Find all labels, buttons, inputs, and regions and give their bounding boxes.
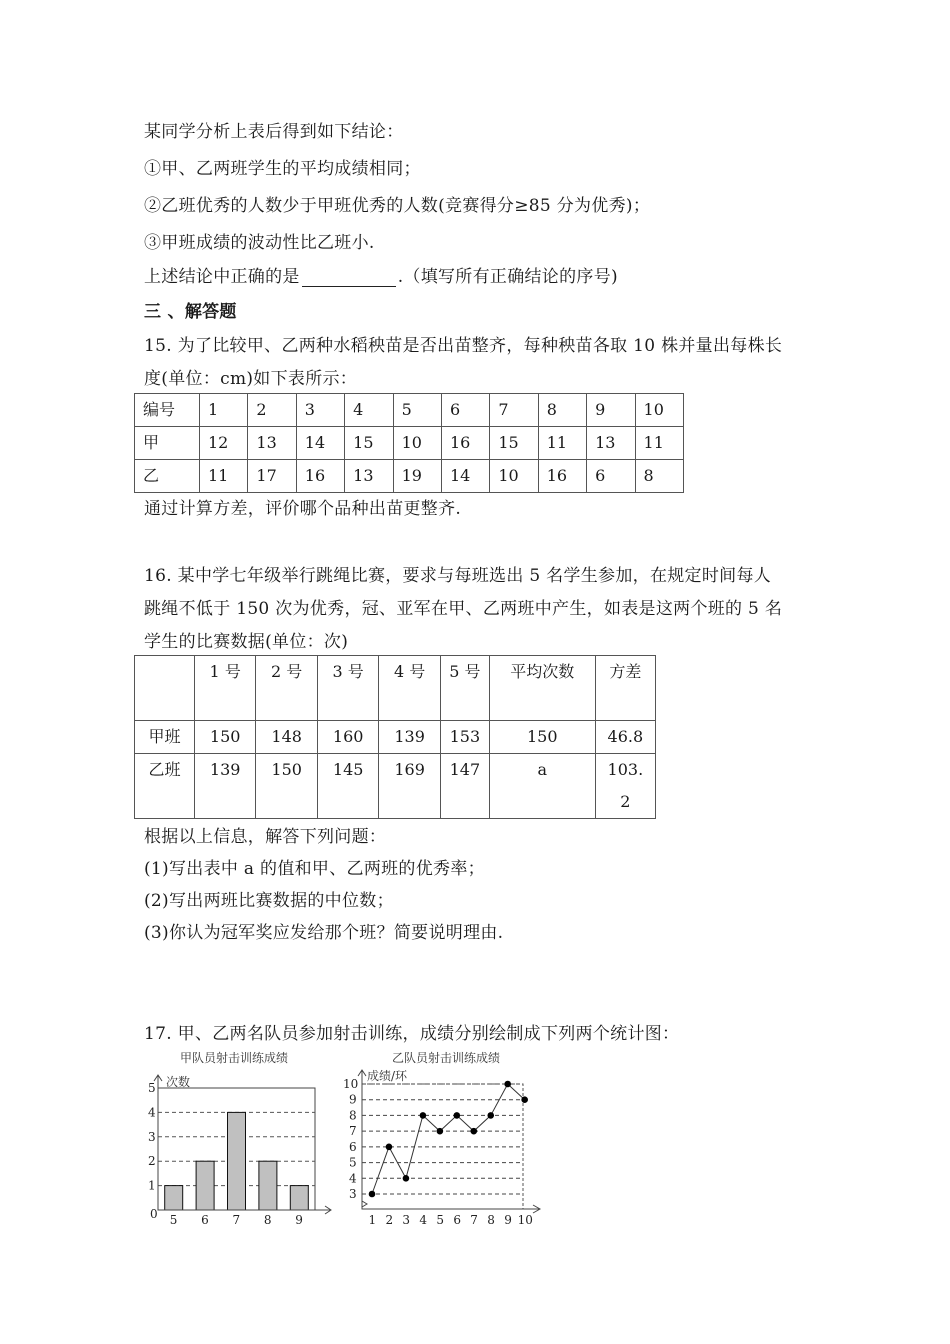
x-tick-label: 6	[453, 1213, 461, 1227]
table-row	[135, 754, 656, 819]
y-tick-label: 9	[349, 1092, 357, 1107]
x-tick-label: 6	[201, 1213, 209, 1227]
y-tick-label: 4	[148, 1105, 156, 1120]
table-row	[135, 460, 684, 493]
x-tick-label: 9	[504, 1213, 512, 1227]
table-cell: 103.2	[595, 754, 655, 819]
y-tick-label: 7	[349, 1124, 357, 1139]
table-cell: a	[489, 754, 595, 819]
q16-question-3: (3)你认为冠军奖应发给那个班？简要说明理由.	[144, 923, 504, 943]
bar	[196, 1161, 214, 1210]
table-cell: 17	[248, 460, 296, 493]
table-cell: 10	[393, 427, 441, 460]
x-tick-label: 1	[368, 1213, 377, 1227]
x-tick-label: 2	[385, 1213, 394, 1227]
y-axis-label: 次数	[166, 1075, 191, 1089]
table-cell: 13	[587, 427, 635, 460]
y-tick-label: 8	[349, 1108, 357, 1123]
y-axis-label: 成绩/环	[367, 1069, 408, 1083]
data-point	[487, 1112, 494, 1119]
table-cell: 10	[635, 394, 683, 427]
table-cell: 1 号	[194, 656, 255, 721]
y-tick-label: 2	[148, 1154, 156, 1169]
table-cell: 46.8	[595, 721, 655, 754]
q15-text-1: 15. 为了比较甲、乙两种水稻秧苗是否出苗整齐，每种秧苗各取 10 株并量出每株长	[144, 336, 783, 356]
table-cell: 160	[317, 721, 378, 754]
table-cell: 13	[345, 460, 393, 493]
q15-after: 通过计算方差，评价哪个品种出苗更整齐.	[144, 499, 462, 519]
table-cell: 16	[296, 460, 344, 493]
table-cell: 19	[393, 460, 441, 493]
bar-chart-jia	[140, 1045, 340, 1230]
y-tick-label: 10	[343, 1077, 359, 1091]
table-cell: 4 号	[379, 656, 440, 721]
y-tick-label: 0	[150, 1207, 158, 1221]
table-cell: 1	[200, 394, 248, 427]
x-tick-label: 7	[470, 1213, 478, 1227]
y-tick-label: 5	[148, 1081, 156, 1095]
table-cell: 148	[256, 721, 317, 754]
conclusion-intro: 某同学分析上表后得到如下结论：	[144, 122, 404, 142]
table-cell: 4	[345, 394, 393, 427]
table-row	[135, 427, 684, 460]
table-cell: 14	[441, 460, 489, 493]
series-line	[372, 1084, 525, 1194]
table-cell: 11	[635, 427, 683, 460]
data-point	[403, 1175, 410, 1182]
q17-text: 17. 甲、乙两名队员参加射击训练，成绩分别绘制成下列两个统计图：	[144, 1024, 680, 1044]
conclusion-1: ①甲、乙两班学生的平均成绩相同；	[144, 159, 421, 179]
table-cell: 15	[345, 427, 393, 460]
bar	[165, 1186, 183, 1210]
prompt-before: 上述结论中正确的是	[144, 267, 300, 287]
data-point	[420, 1112, 427, 1119]
table-cell: 5 号	[440, 656, 489, 721]
data-point	[504, 1081, 511, 1088]
table-cell: 平均次数	[489, 656, 595, 721]
q16-question-1: (1)写出表中 a 的值和甲、乙两班的优秀率；	[144, 859, 485, 879]
axis-break-icon	[362, 1201, 367, 1207]
x-tick-label: 10	[517, 1213, 533, 1227]
table-cell: 139	[379, 721, 440, 754]
table-cell: 13	[248, 427, 296, 460]
data-point	[437, 1128, 444, 1135]
table-cell: 16	[441, 427, 489, 460]
chart-title: 甲队员射击训练成绩	[180, 1051, 289, 1065]
y-tick-label: 3	[148, 1129, 156, 1144]
conclusion-3: ③甲班成绩的波动性比乙班小.	[144, 233, 375, 253]
table-cell: 6	[441, 394, 489, 427]
table-cell: 3 号	[317, 656, 378, 721]
y-tick-label: 3	[349, 1187, 357, 1201]
q16-table	[134, 655, 656, 819]
bar	[228, 1112, 246, 1210]
table-cell: 16	[538, 460, 586, 493]
table-cell: 甲	[135, 427, 200, 460]
y-tick-label: 6	[349, 1139, 357, 1154]
table-cell: 2	[248, 394, 296, 427]
table-row	[135, 721, 656, 754]
table-cell: 方差	[595, 656, 655, 721]
table-cell: 甲班	[135, 721, 195, 754]
conclusion-2: ②乙班优秀的人数少于甲班优秀的人数(竞赛得分≥85 分为优秀)；	[144, 196, 651, 216]
table-cell: 5	[393, 394, 441, 427]
x-tick-label: 9	[295, 1213, 303, 1227]
answer-blank[interactable]	[302, 268, 396, 287]
data-point	[470, 1128, 477, 1135]
table-cell: 11	[200, 460, 248, 493]
prompt-after: .（填写所有正确结论的序号)	[397, 267, 618, 287]
q16-text-2: 跳绳不低于 150 次为优秀，冠、亚军在甲、乙两班中产生，如表是这两个班的 5 名	[144, 599, 783, 619]
table-cell: 147	[440, 754, 489, 819]
x-tick-label: 4	[419, 1213, 428, 1227]
x-tick-label: 7	[232, 1213, 241, 1227]
table-cell: 145	[317, 754, 378, 819]
table-cell: 153	[440, 721, 489, 754]
table-cell: 8	[635, 460, 683, 493]
table-cell: 139	[194, 754, 255, 819]
data-point	[521, 1096, 528, 1103]
section-heading: 三 、解答题	[144, 302, 237, 322]
table-cell: 乙班	[135, 754, 195, 819]
y-tick-label: 5	[349, 1155, 357, 1170]
table-cell: 8	[538, 394, 586, 427]
table-header-row	[135, 394, 684, 427]
bar	[290, 1186, 308, 1210]
x-tick-label: 5	[436, 1213, 444, 1227]
table-cell: 7	[490, 394, 538, 427]
table-cell: 12	[200, 427, 248, 460]
y-tick-label: 4	[349, 1171, 357, 1186]
fill-blank-prompt	[144, 262, 618, 287]
table-cell: 150	[489, 721, 595, 754]
q16-text-1: 16. 某中学七年级举行跳绳比赛，要求与每班选出 5 名学生参加，在规定时间每人	[144, 566, 772, 586]
table-cell: 15	[490, 427, 538, 460]
q15-table	[134, 393, 684, 493]
table-cell: 2 号	[256, 656, 317, 721]
table-cell: 11	[538, 427, 586, 460]
table-cell: 6	[587, 460, 635, 493]
q16-intro: 根据以上信息，解答下列问题：	[144, 827, 387, 847]
data-point	[369, 1191, 376, 1198]
table-cell: 10	[490, 460, 538, 493]
table-cell: 14	[296, 427, 344, 460]
table-cell	[135, 656, 195, 721]
table-cell: 150	[256, 754, 317, 819]
plot-area	[343, 1070, 540, 1227]
line-chart-yi	[340, 1045, 550, 1230]
q16-text-3: 学生的比赛数据(单位：次)	[144, 632, 349, 652]
table-cell: 169	[379, 754, 440, 819]
y-tick-label: 1	[148, 1178, 156, 1193]
data-point	[454, 1112, 461, 1119]
table-cell: 乙	[135, 460, 200, 493]
x-tick-label: 8	[263, 1213, 272, 1227]
plot-area	[148, 1075, 331, 1227]
x-tick-label: 3	[402, 1213, 411, 1227]
x-tick-label: 5	[169, 1213, 178, 1227]
table-cell: 9	[587, 394, 635, 427]
q16-question-2: (2)写出两班比赛数据的中位数；	[144, 891, 394, 911]
table-cell: 编号	[135, 394, 200, 427]
x-tick-label: 8	[487, 1213, 495, 1227]
table-cell: 3	[296, 394, 344, 427]
table-cell: 150	[194, 721, 255, 754]
bar	[259, 1161, 277, 1210]
data-point	[386, 1144, 393, 1151]
chart-title: 乙队员射击训练成绩	[392, 1051, 501, 1065]
table-header-row	[135, 656, 656, 721]
q15-text-2: 度(单位：cm)如下表所示：	[144, 369, 358, 389]
